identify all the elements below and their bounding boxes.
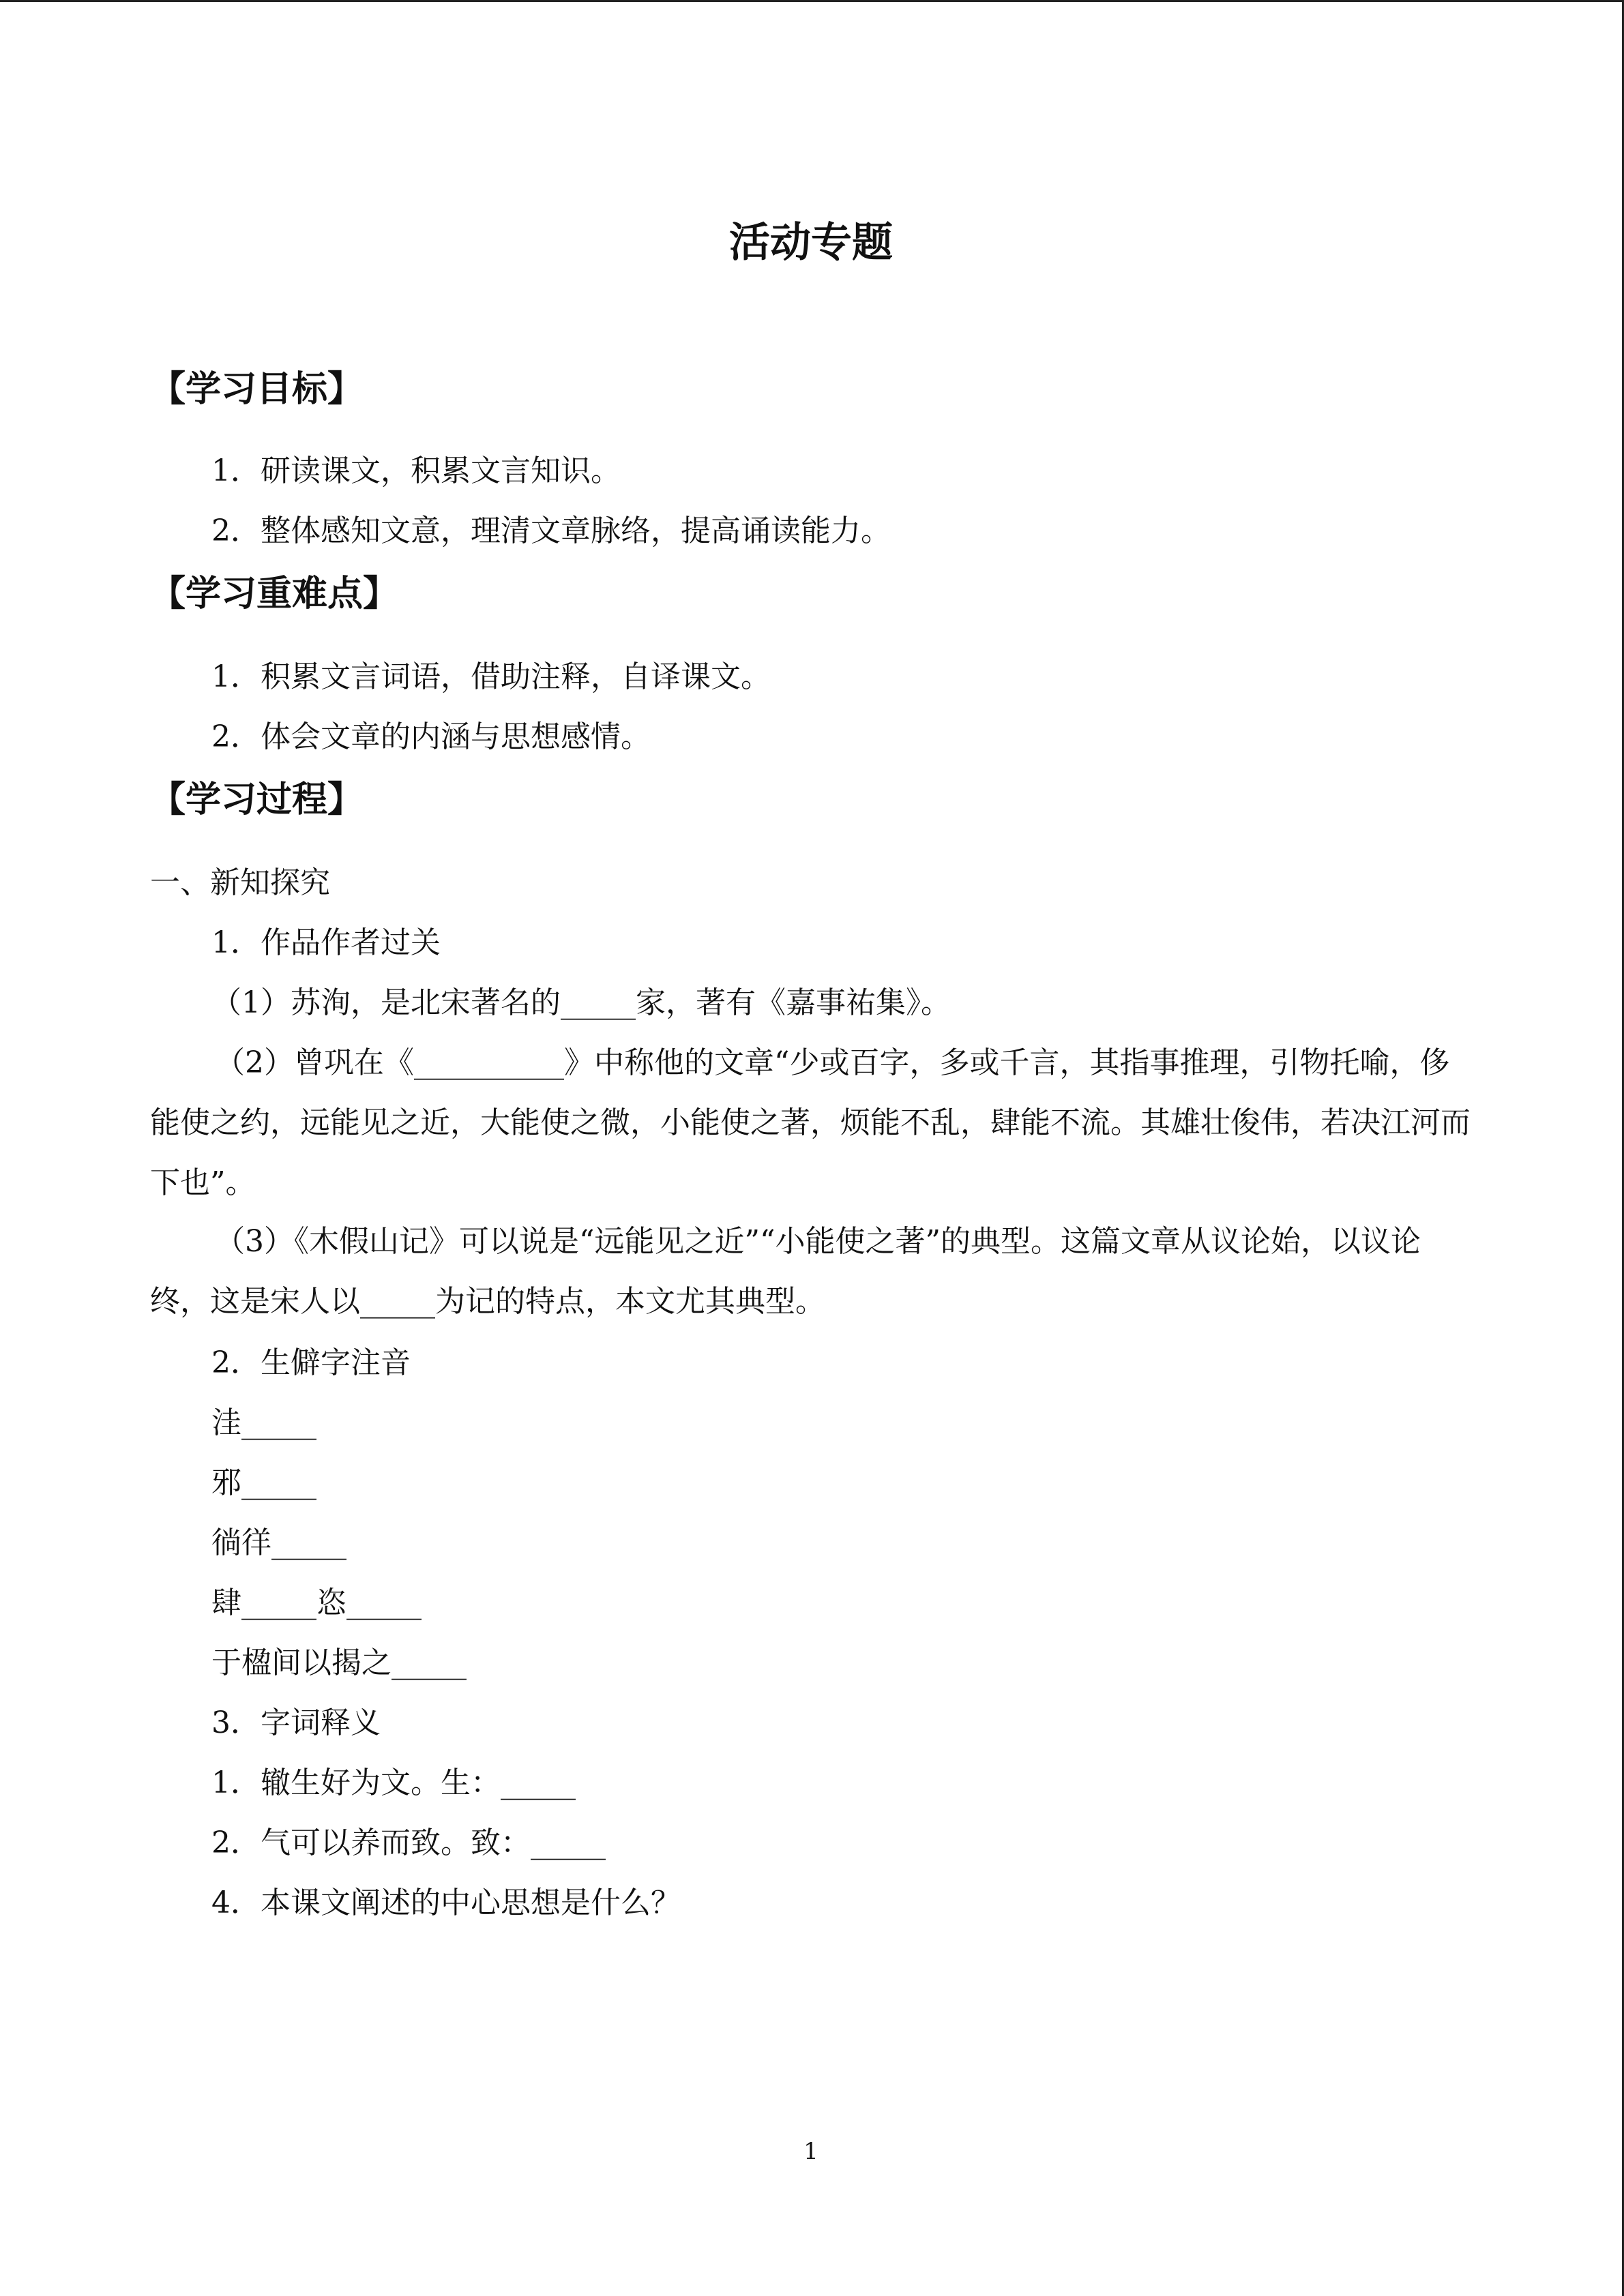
question-title: 4．本课文阐述的中心思想是什么？ [211,1885,681,1920]
part-title: 一、新知探究 [150,865,330,900]
question-title: 2．生僻字注音 [211,1345,411,1380]
pinyin-item: 于楹间以揭之_____ [211,1645,467,1680]
section-heading-process: 【学习过程】 [150,779,364,820]
meaning-item: 2．气可以养而致。致：_____ [211,1825,606,1860]
goal-item: 1．研读课文，积累文言知识。 [211,453,621,488]
key-point-item: 2．体会文章的内涵与思想感情。 [211,719,651,754]
pinyin-item: 洼_____ [211,1405,316,1440]
goal-item: 2．整体感知文意，理清文章脉络，提高诵读能力。 [211,513,891,548]
question-paragraph: （2）曾巩在《__________》中称他的文章“少或百字，多或千言，其指事推理，引物托喻，侈能使之约，远能见之近，大能使之微，小能使之著，烦能不乱，肆能不流。其雄壮俊伟，若决江河而下也”。 [150,1045,1471,1200]
question-title: 3．字词释义 [211,1705,381,1740]
document-title: 活动专题 [729,219,893,267]
meaning-item: 1．辙生好为文。生：_____ [211,1765,576,1800]
pinyin-item: 徜徉_____ [211,1525,346,1560]
question-paragraph: （3）《木假山记》可以说是“远能见之近”“小能使之著”的典型。这篇文章从议论始，以议论终，这是宋人以_____为记的特点，本文尤其典型。 [150,1224,1421,1319]
question-title: 1．作品作者过关 [211,925,441,960]
section-heading-key-points: 【学习重难点】 [150,573,399,614]
pinyin-item: 肆_____恣_____ [211,1585,422,1620]
section-heading-goals: 【学习目标】 [150,369,364,410]
pinyin-item: 邪_____ [211,1465,316,1500]
question-item: （1）苏洵，是北宋著名的_____家，著有《嘉事祐集》。 [211,985,951,1020]
key-point-item: 1．积累文言词语，借助注释，自译课文。 [211,659,771,694]
page-number: 1 [803,2138,818,2165]
